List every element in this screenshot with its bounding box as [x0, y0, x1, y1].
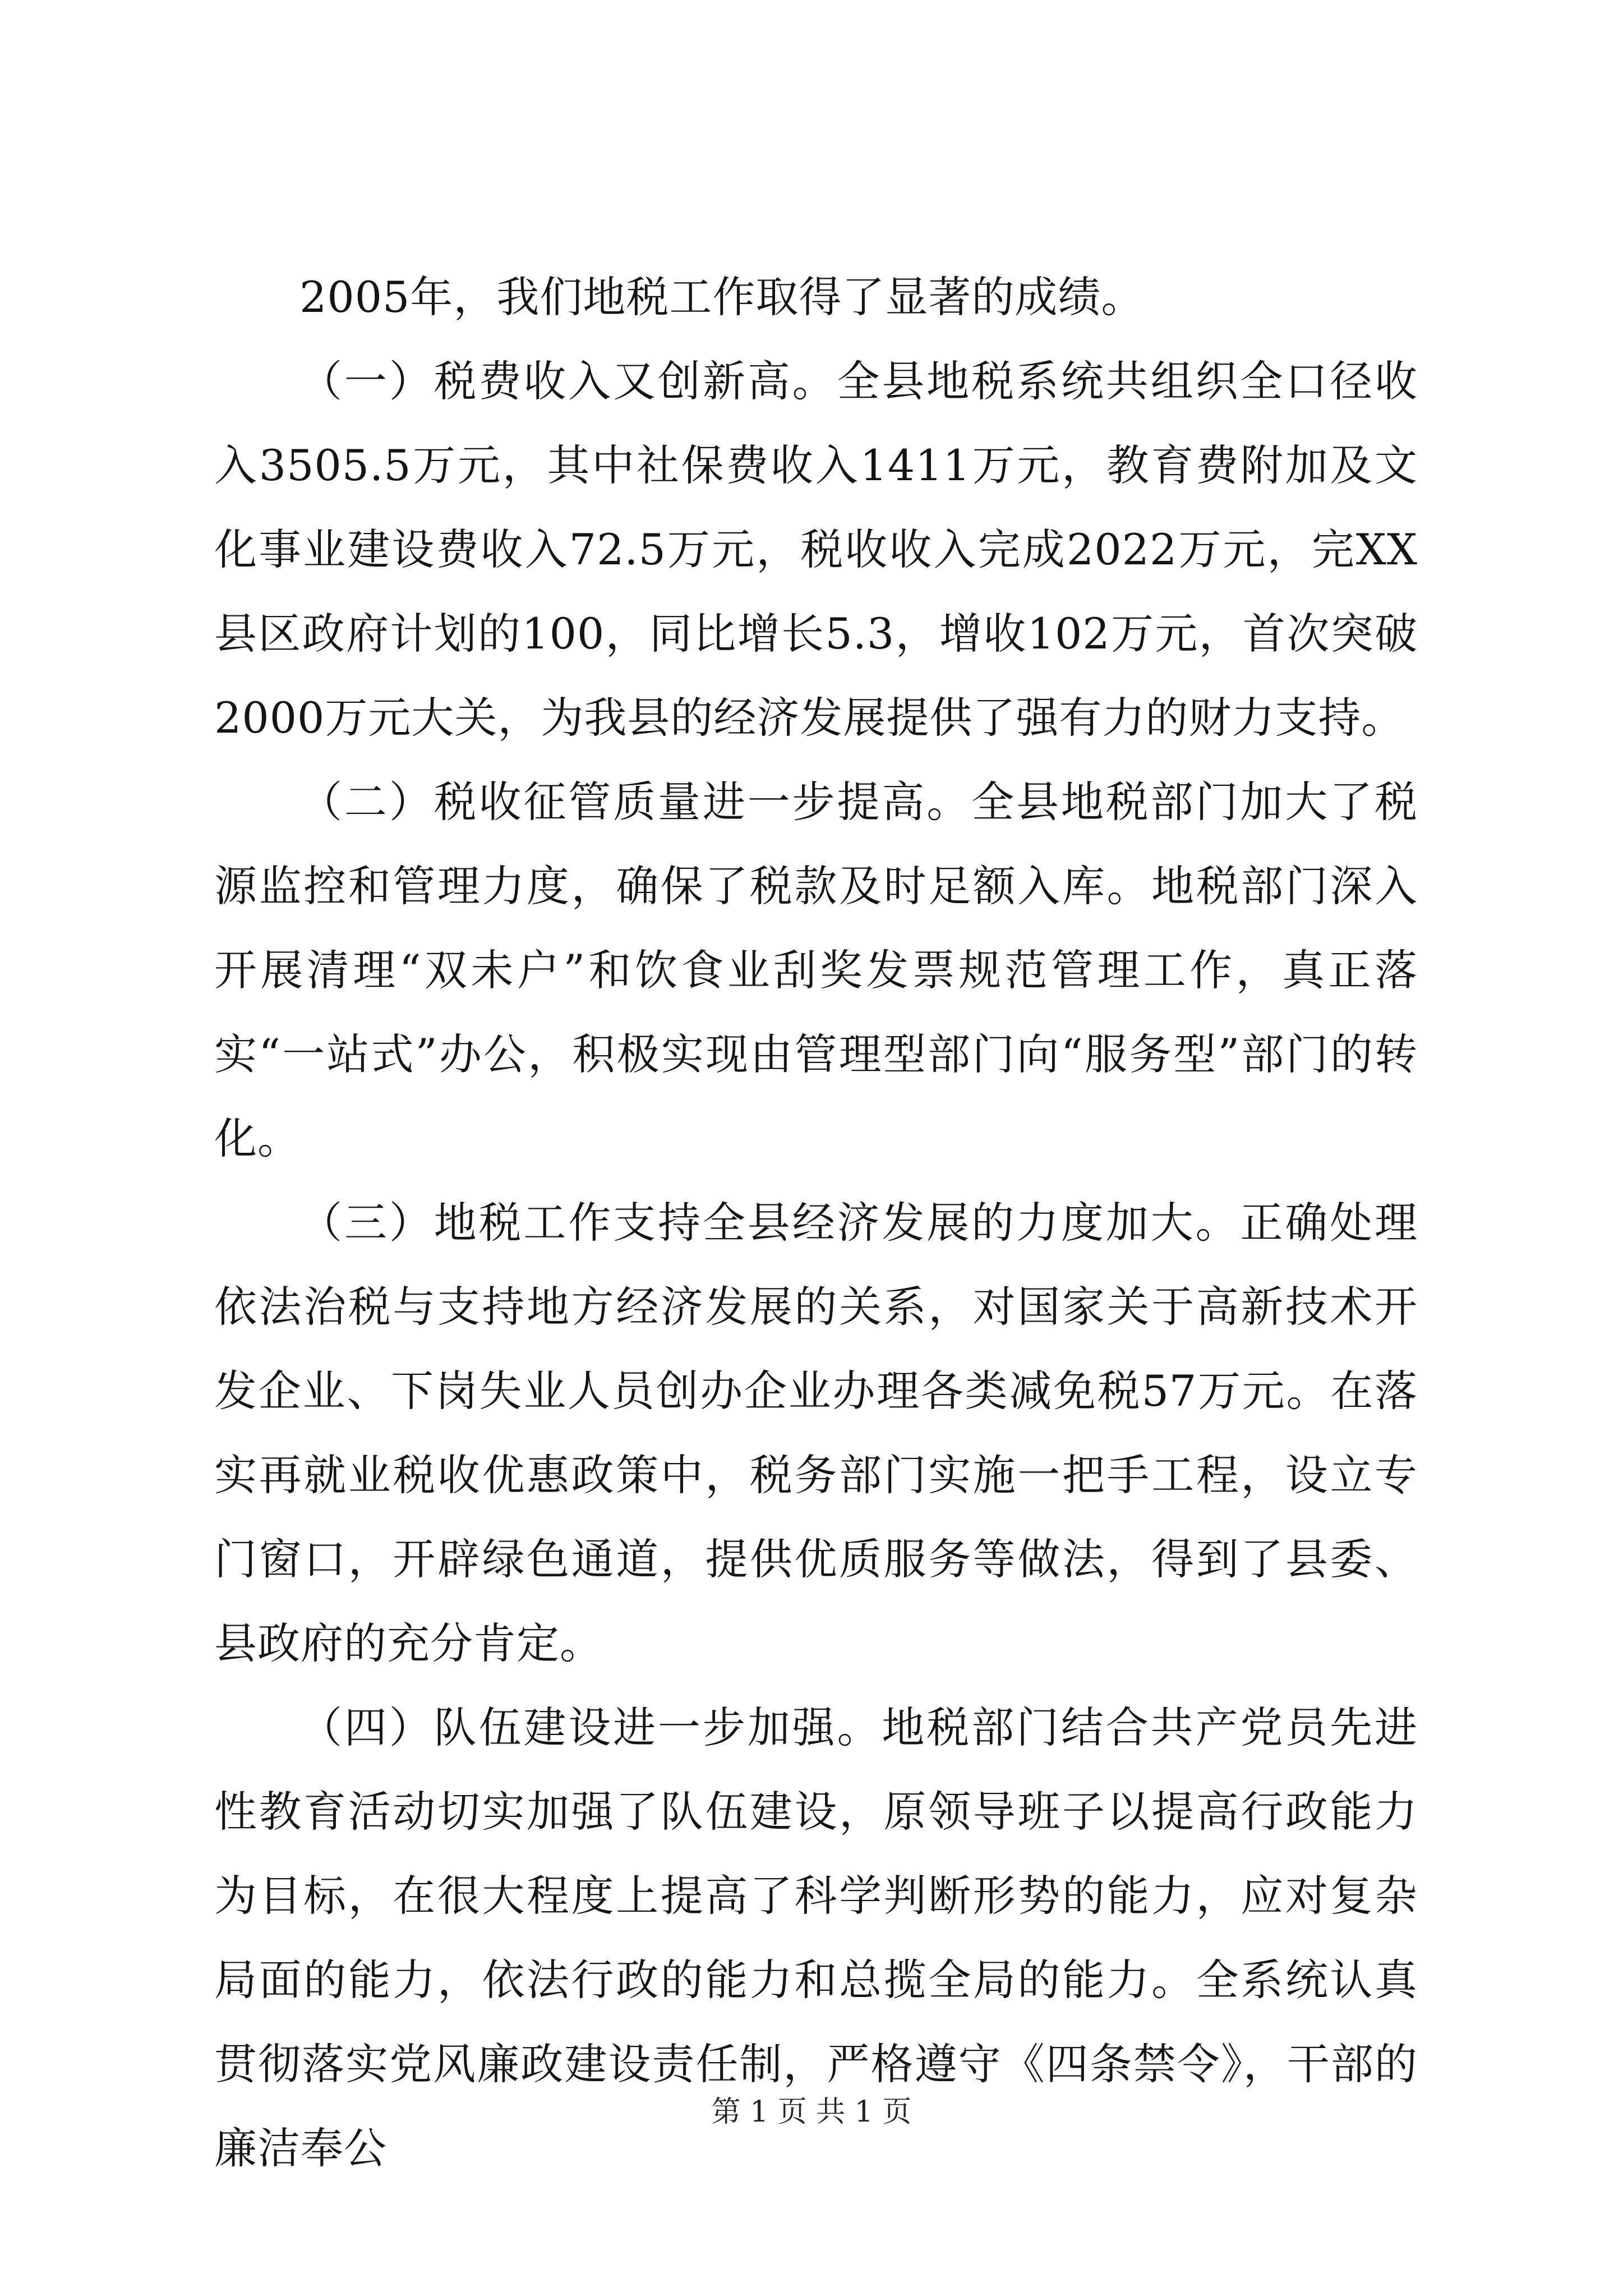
- paragraph-tax-revenue: （一）税费收入又创新高。全县地税系统共组织全口径收入3505.5万元，其中社保费收入1411万元，教育费附加及文化事业建设费收入72.5万元，税收收入完成2022万元，完XX县区政府计划的100，同比增长5.3，增收102万元，首次突破2000万元大关，为我县的经济发展提供了强有力的财力支持。: [214, 356, 1418, 743]
- page-number-label: 第 1 页 共 1 页: [711, 2095, 912, 2129]
- paragraph-team-building: （四）队伍建设进一步加强。地税部门结合共产党员先进性教育活动切实加强了队伍建设，原领导班子以提高行政能力为目标，在很大程度上提高了科学判断形势的能力，应对复杂局面的能力，依法行政的能力和总揽全局的能力。全系统认真贯彻落实党风廉政建设责任制，严格遵守《四条禁令》，干部的廉洁奉公: [214, 1703, 1418, 2173]
- paragraph-intro: 2005年，我们地税工作取得了显著的成绩。: [299, 272, 1145, 322]
- document-body: [214, 255, 1418, 2191]
- paragraph-tax-management: （二）税收征管质量进一步提高。全县地税部门加大了税源监控和管理力度，确保了税款及时足额入库。地税部门深入开展清理“双未户”和饮食业刮奖发票规范管理工作，真正落实“一站式”办公，积极实现由管理型部门向“服务型”部门的转化。: [214, 777, 1418, 1163]
- paragraph-economic-support: （三）地税工作支持全县经济发展的力度加大。正确处理依法治税与支持地方经济发展的关系，对国家关于高新技术开发企业、下岗失业人员创办企业办理各类减免税57万元。在落实再就业税收优惠政策中，税务部门实施一把手工程，设立专门窗口，开辟绿色通道，提供优质服务等做法，得到了县委、县政府的充分肯定。: [214, 1198, 1418, 1668]
- page-footer: [0, 2092, 1623, 2132]
